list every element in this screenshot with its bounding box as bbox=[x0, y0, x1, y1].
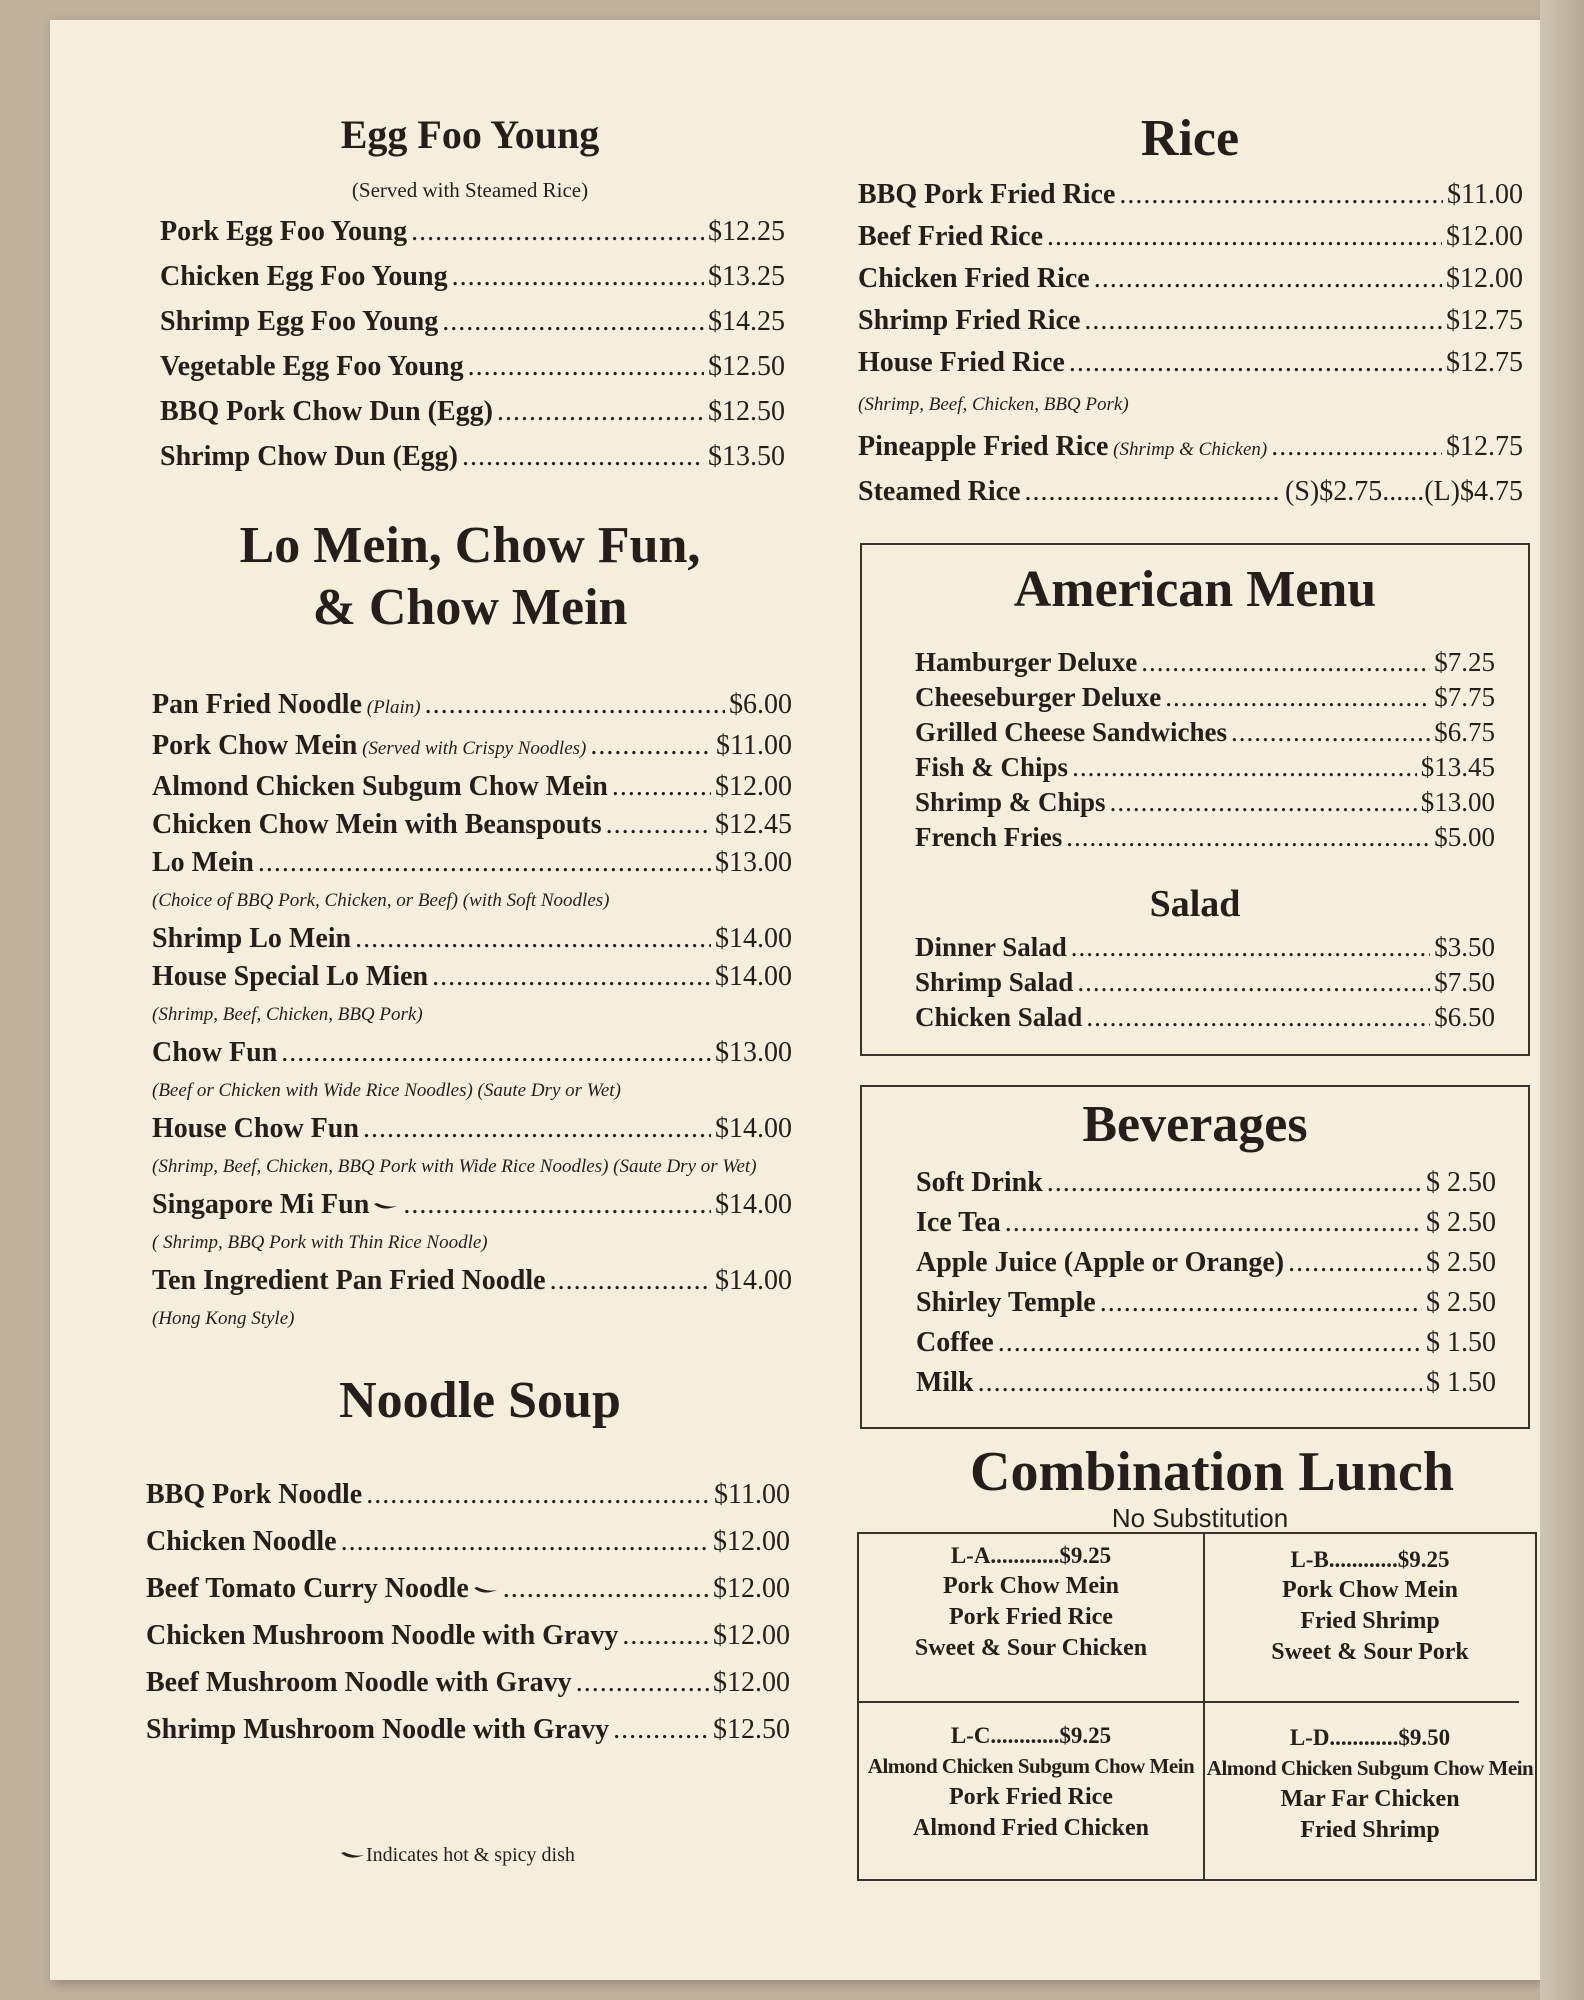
menu-item-price: $12.75 bbox=[1446, 431, 1523, 462]
menu-item-name-text: Ten Ingredient Pan Fried Noodle bbox=[152, 1265, 546, 1296]
menu-item-name bbox=[916, 1323, 994, 1363]
dot-leader bbox=[622, 1612, 709, 1659]
chili-pepper-icon bbox=[373, 1202, 399, 1212]
dot-leader bbox=[355, 920, 711, 958]
menu-item-note: (Hong Kong Style) bbox=[152, 1308, 295, 1329]
menu-item-price: $14.00 bbox=[715, 923, 792, 954]
menu-item-name-text: BBQ Pork Noodle bbox=[146, 1479, 363, 1510]
dot-leader bbox=[1025, 471, 1282, 513]
menu-item-price: $7.50 bbox=[1434, 967, 1495, 997]
spicy-legend-text: Indicates hot & spicy dish bbox=[366, 1844, 575, 1866]
noodle-soup-list bbox=[146, 1471, 790, 1753]
beverages-box bbox=[860, 1085, 1530, 1429]
menu-item-row bbox=[152, 806, 792, 844]
dot-leader bbox=[1066, 820, 1430, 855]
menu-item-price: $12.00 bbox=[1446, 263, 1523, 294]
menu-item-price: $12.00 bbox=[715, 771, 792, 802]
menu-item-name-text: Beef Fried Rice bbox=[858, 221, 1044, 252]
menu-item-name bbox=[915, 645, 1137, 680]
dot-leader bbox=[1141, 645, 1430, 680]
menu-item-row bbox=[916, 1243, 1496, 1283]
menu-item-name-text: Chicken Salad bbox=[915, 1002, 1083, 1032]
dot-leader bbox=[432, 958, 711, 996]
combo-l-a bbox=[859, 1540, 1203, 1664]
menu-item-name bbox=[146, 1659, 572, 1706]
menu-item-name bbox=[152, 768, 608, 806]
menu-item-name-text: Grilled Cheese Sandwiches bbox=[915, 717, 1228, 747]
dot-leader bbox=[258, 844, 711, 882]
combo-item: Mar Far Chicken bbox=[1280, 1786, 1460, 1812]
menu-item-price: $6.00 bbox=[729, 689, 792, 720]
dot-leader bbox=[403, 1186, 711, 1224]
menu-item-row bbox=[160, 299, 785, 344]
egg-foo-young-title: Egg Foo Young bbox=[340, 112, 600, 157]
menu-item-price: $12.00 bbox=[713, 1573, 790, 1604]
menu-item-detail: (Shrimp & Chicken) bbox=[1108, 439, 1268, 460]
menu-item-name bbox=[915, 750, 1068, 785]
combo-l-d bbox=[1205, 1722, 1535, 1846]
menu-item-price: $11.00 bbox=[714, 1479, 790, 1510]
menu-item-row bbox=[915, 930, 1495, 965]
menu-item-row bbox=[152, 1262, 792, 1300]
menu-item-name bbox=[915, 785, 1106, 820]
menu-item-name-text: Apple Juice (Apple or Orange) bbox=[916, 1247, 1285, 1278]
dot-leader bbox=[550, 1262, 711, 1300]
menu-item-name bbox=[916, 1283, 1096, 1323]
menu-item-row bbox=[152, 958, 792, 996]
rice-list bbox=[858, 174, 1523, 513]
menu-item-price: $11.00 bbox=[716, 730, 792, 761]
menu-item-row bbox=[160, 344, 785, 389]
menu-item-name-text: Coffee bbox=[916, 1327, 994, 1358]
dot-leader bbox=[1231, 715, 1430, 750]
combo-code: L-B............$9.25 bbox=[1290, 1547, 1450, 1572]
dot-leader bbox=[497, 389, 704, 434]
dot-leader bbox=[1005, 1203, 1422, 1243]
menu-item-row bbox=[146, 1565, 790, 1612]
combo-item: Fried Shrimp bbox=[1300, 1817, 1440, 1843]
menu-item-price: $13.25 bbox=[708, 261, 785, 292]
menu-item-note: (Choice of BBQ Pork, Chicken, or Beef) (with Soft Noodles) bbox=[152, 890, 610, 911]
dot-leader bbox=[468, 344, 704, 389]
combo-divider-horizontal bbox=[859, 1701, 1519, 1703]
menu-item-price: $3.50 bbox=[1434, 932, 1495, 962]
dot-leader bbox=[1072, 750, 1417, 785]
menu-item-row bbox=[915, 820, 1495, 855]
american-menu-title: American Menu bbox=[1013, 561, 1377, 618]
menu-item-name-text: Shirley Temple bbox=[916, 1287, 1096, 1318]
menu-item-price: $14.00 bbox=[715, 1113, 792, 1144]
menu-item-name-text: Cheeseburger Deluxe bbox=[915, 682, 1162, 712]
menu-item-note: (Shrimp, Beef, Chicken, BBQ Pork) bbox=[152, 1004, 423, 1025]
menu-item-price: $14.00 bbox=[715, 961, 792, 992]
menu-item-name bbox=[152, 686, 421, 727]
spicy-legend bbox=[340, 1844, 575, 1867]
beverages-title: Beverages bbox=[1082, 1096, 1308, 1153]
dot-leader bbox=[462, 434, 704, 479]
menu-item-name-text: Milk bbox=[916, 1367, 974, 1398]
dot-leader bbox=[1094, 258, 1442, 300]
menu-item-name bbox=[160, 344, 464, 389]
menu-item-name bbox=[152, 1262, 546, 1300]
dot-leader bbox=[442, 299, 704, 344]
dot-leader bbox=[1084, 300, 1442, 342]
combo-item: Almond Chicken Subgum Chow Mein bbox=[867, 1754, 1195, 1778]
menu-item-row bbox=[858, 342, 1523, 384]
menu-item-name bbox=[146, 1518, 337, 1565]
menu-item-detail: (Served with Crispy Noodles) bbox=[357, 738, 587, 759]
menu-item-name bbox=[915, 715, 1227, 750]
menu-item-note: ( Shrimp, BBQ Pork with Thin Rice Noodle) bbox=[152, 1232, 488, 1253]
menu-item-name-text: Pork Chow Mein bbox=[152, 730, 358, 761]
menu-item-price: $14.00 bbox=[715, 1189, 792, 1220]
menu-item-name-text: Beef Mushroom Noodle with Gravy bbox=[146, 1667, 572, 1698]
background-surface bbox=[1540, 0, 1584, 2000]
menu-item-row bbox=[858, 300, 1523, 342]
menu-item-row bbox=[146, 1612, 790, 1659]
chili-pepper-icon bbox=[473, 1586, 499, 1596]
menu-item-row bbox=[152, 727, 792, 768]
chili-pepper-icon bbox=[340, 1851, 366, 1861]
menu-item-row bbox=[915, 680, 1495, 715]
dot-leader bbox=[1047, 216, 1442, 258]
menu-item-name-text: Pork Egg Foo Young bbox=[160, 216, 408, 247]
menu-item-price: $13.00 bbox=[1420, 787, 1495, 817]
menu-item-name-text: Hamburger Deluxe bbox=[915, 647, 1138, 677]
menu-item-price: $12.75 bbox=[1446, 347, 1523, 378]
menu-item-name-text: Shrimp Mushroom Noodle with Gravy bbox=[146, 1714, 610, 1745]
combo-item: Pork Fried Rice bbox=[949, 1784, 1113, 1810]
menu-item-row bbox=[915, 965, 1495, 1000]
menu-item-name bbox=[160, 389, 493, 434]
dot-leader bbox=[576, 1659, 709, 1706]
menu-item-name-text: Chow Fun bbox=[152, 1037, 278, 1068]
menu-item-name bbox=[916, 1203, 1001, 1243]
menu-item-row bbox=[160, 434, 785, 479]
lo-mein-title-line2: & Chow Mein bbox=[312, 579, 628, 636]
combo-l-b bbox=[1205, 1544, 1535, 1668]
combination-box bbox=[857, 1532, 1537, 1881]
dot-leader bbox=[998, 1323, 1422, 1363]
menu-item-row bbox=[858, 426, 1523, 471]
menu-item-name-text: House Special Lo Mien bbox=[152, 961, 429, 992]
menu-item-name bbox=[160, 209, 407, 254]
menu-item-name bbox=[152, 844, 254, 882]
dot-leader bbox=[363, 1110, 711, 1148]
menu-item-row bbox=[858, 216, 1523, 258]
dot-leader bbox=[1069, 342, 1442, 384]
combo-item: Sweet & Sour Chicken bbox=[914, 1635, 1148, 1661]
menu-item-price: $ 1.50 bbox=[1426, 1367, 1496, 1398]
menu-item-note: (Beef or Chicken with Wide Rice Noodles) (Saute Dry or Wet) bbox=[152, 1080, 621, 1101]
menu-item-name-text: Pineapple Fried Rice bbox=[858, 431, 1109, 462]
menu-item-price: $5.00 bbox=[1434, 822, 1495, 852]
menu-item-name bbox=[146, 1471, 362, 1518]
menu-item-name-text: Shrimp Salad bbox=[915, 967, 1074, 997]
dot-leader bbox=[612, 768, 711, 806]
dot-leader bbox=[1071, 930, 1430, 965]
lo-mein-title-line1: Lo Mein, Chow Fun, bbox=[239, 517, 701, 574]
dot-leader bbox=[1110, 785, 1417, 820]
menu-item-row bbox=[152, 844, 792, 882]
menu-item-row bbox=[160, 209, 785, 254]
menu-item-price: $6.50 bbox=[1434, 1002, 1495, 1032]
menu-item-price: $14.00 bbox=[715, 1265, 792, 1296]
menu-item-price: $12.50 bbox=[708, 396, 785, 427]
menu-item-name-text: BBQ Pork Fried Rice bbox=[858, 179, 1116, 210]
menu-item-price: $12.00 bbox=[713, 1620, 790, 1651]
menu-item-row bbox=[160, 389, 785, 434]
combo-code: L-C............$9.25 bbox=[950, 1723, 1112, 1748]
menu-item-name bbox=[915, 680, 1161, 715]
dot-leader bbox=[1047, 1163, 1422, 1203]
noodle-soup-title: Noodle Soup bbox=[339, 1372, 621, 1429]
dot-leader bbox=[1077, 965, 1430, 1000]
menu-item-name-text: Shrimp Fried Rice bbox=[858, 305, 1081, 336]
menu-item-row bbox=[152, 920, 792, 958]
menu-item-name bbox=[915, 930, 1067, 965]
menu-item-name-text: Dinner Salad bbox=[915, 932, 1067, 962]
menu-item-row bbox=[152, 1110, 792, 1148]
dot-leader bbox=[590, 727, 712, 765]
menu-item-row bbox=[915, 645, 1495, 680]
menu-item-name-text: Shrimp Egg Foo Young bbox=[160, 306, 439, 337]
menu-item-name-text: Chicken Chow Mein with Beanspouts bbox=[152, 809, 602, 840]
menu-item-name bbox=[916, 1243, 1284, 1283]
menu-item-price: $13.50 bbox=[708, 441, 785, 472]
menu-item-price: $12.00 bbox=[713, 1526, 790, 1557]
menu-item-name-text: Fish & Chips bbox=[915, 752, 1069, 782]
combo-item: Almond Fried Chicken bbox=[912, 1815, 1149, 1841]
menu-item-price: $12.00 bbox=[1446, 221, 1523, 252]
menu-item-name bbox=[152, 920, 351, 958]
dot-leader bbox=[366, 1471, 710, 1518]
menu-item-row bbox=[916, 1203, 1496, 1243]
dot-leader bbox=[1271, 426, 1442, 468]
menu-item-price: $7.75 bbox=[1434, 682, 1495, 712]
dot-leader bbox=[341, 1518, 709, 1565]
menu-item-name bbox=[858, 342, 1065, 384]
lo-mein-section bbox=[140, 515, 800, 639]
dot-leader bbox=[978, 1363, 1422, 1403]
dot-leader bbox=[1119, 174, 1443, 216]
american-menu-box bbox=[860, 543, 1530, 1056]
menu-item-name-text: BBQ Pork Chow Dun (Egg) bbox=[160, 396, 493, 427]
menu-item-name bbox=[146, 1706, 609, 1753]
menu-item-price: $12.25 bbox=[708, 216, 785, 247]
rice-title: Rice bbox=[1140, 110, 1240, 167]
menu-item-price: $12.50 bbox=[708, 351, 785, 382]
menu-item-name bbox=[160, 254, 448, 299]
menu-item-name-text: Singapore Mi Fun bbox=[152, 1189, 370, 1220]
dot-leader bbox=[1100, 1283, 1422, 1323]
menu-item-name-text: French Fries bbox=[915, 822, 1063, 852]
menu-item-name-text: Steamed Rice bbox=[858, 476, 1021, 507]
dot-leader bbox=[1086, 1000, 1430, 1035]
menu-item-price: $6.75 bbox=[1434, 717, 1495, 747]
menu-item-price: $13.45 bbox=[1420, 752, 1495, 782]
beverages-list bbox=[916, 1163, 1496, 1403]
menu-item-price: $11.00 bbox=[1447, 179, 1523, 210]
menu-item-name bbox=[146, 1565, 499, 1612]
combo-l-c bbox=[859, 1720, 1203, 1844]
dot-leader bbox=[1288, 1243, 1422, 1283]
menu-item-price: $ 2.50 bbox=[1426, 1207, 1496, 1238]
menu-item-name-text: Ice Tea bbox=[916, 1207, 1001, 1238]
menu-item-name bbox=[916, 1363, 974, 1403]
menu-item-row bbox=[915, 1000, 1495, 1035]
menu-item-row bbox=[915, 750, 1495, 785]
menu-item-name bbox=[916, 1163, 1043, 1203]
dot-leader bbox=[281, 1034, 711, 1072]
combo-item: Pork Fried Rice bbox=[949, 1604, 1113, 1630]
menu-item-price: $12.00 bbox=[713, 1667, 790, 1698]
menu-item-name bbox=[915, 820, 1062, 855]
menu-item-row bbox=[152, 686, 792, 727]
menu-item-name bbox=[152, 958, 428, 996]
combo-item: Almond Chicken Subgum Chow Mein bbox=[1206, 1756, 1534, 1780]
combo-code: L-A............$9.25 bbox=[950, 1543, 1112, 1568]
menu-item-name-text: Shrimp Lo Mein bbox=[152, 923, 352, 954]
menu-item-name bbox=[146, 1612, 618, 1659]
menu-item-row bbox=[858, 471, 1523, 513]
menu-item-name-text: Shrimp Chow Dun (Egg) bbox=[160, 441, 458, 472]
menu-item-row bbox=[916, 1283, 1496, 1323]
egg-foo-young-section bbox=[140, 110, 800, 479]
menu-item-row bbox=[858, 174, 1523, 216]
menu-item-price: $12.75 bbox=[1446, 305, 1523, 336]
menu-item-name-text: House Chow Fun bbox=[152, 1113, 359, 1144]
menu-item-row bbox=[916, 1363, 1496, 1403]
menu-item-row bbox=[858, 258, 1523, 300]
combo-code: L-D............$9.50 bbox=[1289, 1725, 1451, 1750]
menu-item-row bbox=[146, 1706, 790, 1753]
american-menu-list bbox=[915, 645, 1495, 855]
menu-item-name bbox=[858, 471, 1021, 513]
menu-item-price: (S)$2.75......(L)$4.75 bbox=[1285, 476, 1523, 507]
menu-item-price: $7.25 bbox=[1434, 647, 1495, 677]
menu-item-name-text: Shrimp & Chips bbox=[915, 787, 1106, 817]
menu-item-name bbox=[858, 300, 1080, 342]
menu-item-row bbox=[152, 1186, 792, 1224]
menu-item-name-text: Chicken Fried Rice bbox=[858, 263, 1090, 294]
menu-item-row bbox=[160, 254, 785, 299]
dot-leader bbox=[613, 1706, 709, 1753]
menu-item-price: $13.00 bbox=[715, 1037, 792, 1068]
combo-item: Sweet & Sour Pork bbox=[1271, 1639, 1469, 1665]
menu-item-row bbox=[916, 1323, 1496, 1363]
menu-item-name bbox=[858, 174, 1115, 216]
menu-item-name bbox=[152, 1110, 359, 1148]
dot-leader bbox=[452, 254, 704, 299]
menu-item-name bbox=[152, 1186, 399, 1224]
menu-item-name bbox=[858, 216, 1043, 258]
menu-item-price: $ 2.50 bbox=[1426, 1287, 1496, 1318]
menu-item-name bbox=[160, 299, 438, 344]
menu-item-price: $14.25 bbox=[708, 306, 785, 337]
menu-item-name-text: Soft Drink bbox=[916, 1167, 1043, 1198]
dot-leader bbox=[1165, 680, 1430, 715]
combination-lunch-title: Combination Lunch bbox=[970, 1441, 1454, 1503]
dot-leader bbox=[411, 209, 704, 254]
menu-item-name bbox=[152, 806, 602, 844]
combination-lunch-subtitle: No Substitution bbox=[1111, 1503, 1289, 1533]
menu-item-name bbox=[160, 434, 458, 479]
menu-item-row bbox=[915, 715, 1495, 750]
salad-list bbox=[915, 930, 1495, 1035]
noodle-soup-section bbox=[140, 1370, 820, 1432]
menu-item-row bbox=[152, 1034, 792, 1072]
menu-item-name-text: Vegetable Egg Foo Young bbox=[160, 351, 464, 382]
menu-item-name bbox=[915, 965, 1073, 1000]
egg-foo-young-subtitle: (Served with Steamed Rice) bbox=[351, 178, 589, 202]
menu-item-note: (Shrimp, Beef, Chicken, BBQ Pork) bbox=[858, 394, 1129, 415]
menu-item-name-text: Chicken Noodle bbox=[146, 1526, 337, 1557]
combo-item: Fried Shrimp bbox=[1300, 1608, 1440, 1634]
menu-item-name-text: Lo Mein bbox=[152, 847, 254, 878]
menu-item-name bbox=[152, 1034, 277, 1072]
menu-item-price: $12.50 bbox=[713, 1714, 790, 1745]
dot-leader bbox=[503, 1565, 709, 1612]
rice-section bbox=[860, 108, 1520, 170]
combo-item: Pork Chow Mein bbox=[1282, 1577, 1458, 1603]
egg-foo-young-list bbox=[140, 209, 785, 479]
combination-lunch-section bbox=[860, 1440, 1530, 1532]
menu-item-name-text: House Fried Rice bbox=[858, 347, 1065, 378]
menu-item-row bbox=[152, 768, 792, 806]
menu-item-note: (Shrimp, Beef, Chicken, BBQ Pork with Wide Rice Noodles) (Saute Dry or Wet) bbox=[152, 1156, 757, 1177]
menu-item-name bbox=[152, 727, 586, 768]
combo-item: Pork Chow Mein bbox=[943, 1573, 1119, 1599]
menu-item-name-text: Pan Fried Noodle bbox=[152, 689, 362, 720]
menu-item-name-text: Beef Tomato Curry Noodle bbox=[146, 1573, 469, 1604]
menu-item-row bbox=[146, 1471, 790, 1518]
menu-item-price: $ 1.50 bbox=[1426, 1327, 1496, 1358]
menu-item-row bbox=[146, 1518, 790, 1565]
dot-leader bbox=[606, 806, 711, 844]
menu-item-name-text: Almond Chicken Subgum Chow Mein bbox=[152, 771, 608, 802]
menu-item-name bbox=[858, 426, 1267, 471]
lo-mein-list bbox=[152, 686, 792, 1338]
menu-item-price: $ 2.50 bbox=[1426, 1247, 1496, 1278]
dot-leader bbox=[425, 686, 725, 724]
menu-item-detail: (Plain) bbox=[362, 697, 421, 718]
menu-item-row bbox=[146, 1659, 790, 1706]
menu-item-name bbox=[915, 1000, 1082, 1035]
menu-item-row bbox=[916, 1163, 1496, 1203]
menu-item-name bbox=[858, 258, 1090, 300]
menu-item-row bbox=[915, 785, 1495, 820]
menu-item-price: $ 2.50 bbox=[1426, 1167, 1496, 1198]
menu-item-price: $12.45 bbox=[715, 809, 792, 840]
menu-item-name-text: Chicken Mushroom Noodle with Gravy bbox=[146, 1620, 619, 1651]
menu-item-name-text: Chicken Egg Foo Young bbox=[160, 261, 448, 292]
menu-item-price: $13.00 bbox=[715, 847, 792, 878]
salad-title: Salad bbox=[1149, 883, 1241, 925]
